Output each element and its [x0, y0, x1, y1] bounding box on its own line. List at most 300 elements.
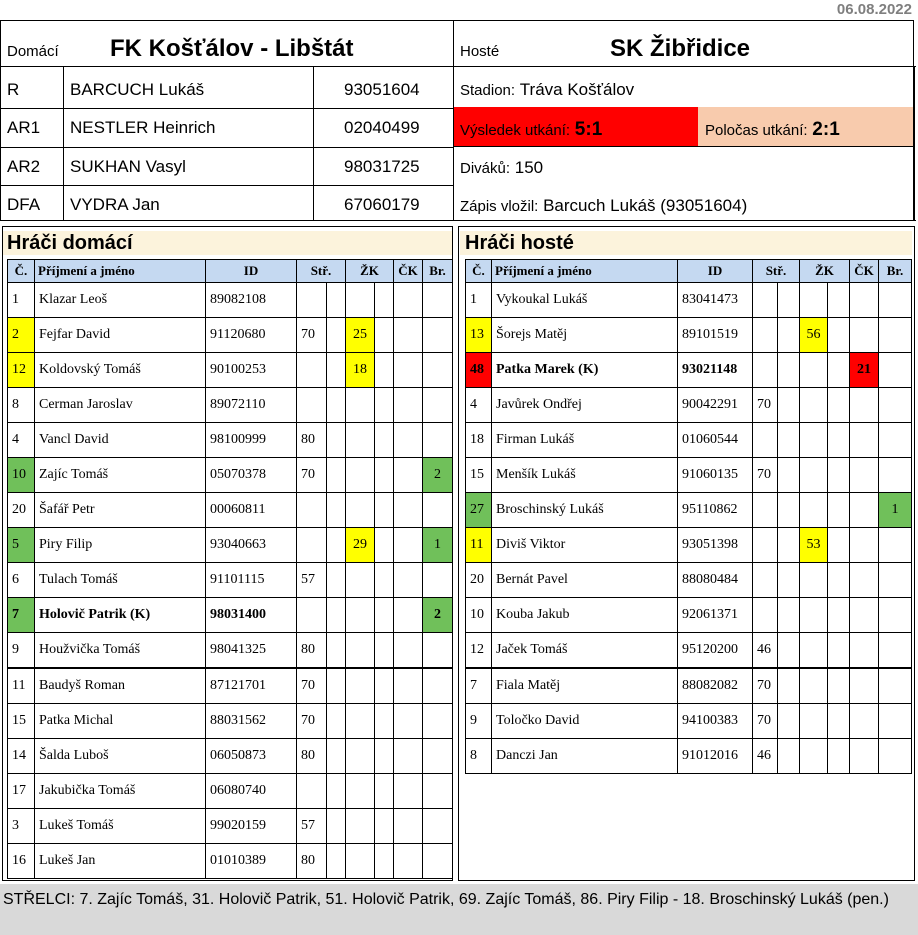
col-red-card: ČK [394, 260, 423, 283]
official-id: 02040499 [344, 118, 420, 137]
player-yellow-card: 29 [346, 528, 375, 563]
player-yellow-card [346, 388, 375, 423]
sub-spare [778, 633, 800, 669]
player-name: Fejfar David [35, 318, 206, 353]
spectators-info [460, 156, 543, 180]
player-id: 05070378 [206, 458, 297, 493]
sub-spare [778, 388, 800, 423]
player-id: 90042291 [678, 388, 753, 423]
player-id: 95120200 [678, 633, 753, 669]
sub-spare [778, 458, 800, 493]
player-name: Šafář Petr [35, 493, 206, 528]
official-name: VYDRA Jan [70, 195, 160, 214]
player-number: 2 [8, 318, 35, 353]
player-goals [879, 739, 912, 774]
sub-spare [327, 739, 346, 774]
home-players-title: Hráči domácí [2, 231, 452, 255]
player-goals [879, 423, 912, 458]
player-yellow-card: 25 [346, 318, 375, 353]
player-name: Zajíc Tomáš [35, 458, 206, 493]
player-red-card [850, 704, 879, 739]
player-id: 91060135 [678, 458, 753, 493]
player-number: 3 [8, 809, 35, 844]
recorded-value: Barcuch Lukáš (93051604) [543, 196, 748, 215]
player-red-card [394, 388, 423, 423]
player-name: Danczi Jan [492, 739, 678, 774]
player-red-card [394, 668, 423, 704]
player-yellow-card [800, 423, 828, 458]
yc-spare [828, 528, 850, 563]
player-name: Javůrek Ondřej [492, 388, 678, 423]
player-id: 90100253 [206, 353, 297, 388]
player-yellow-card [346, 423, 375, 458]
halftime-value: 2:1 [812, 119, 840, 140]
player-number: 12 [466, 633, 492, 669]
player-yellow-card [346, 283, 375, 318]
player-row [8, 318, 453, 353]
player-name: Holovič Patrik (K) [35, 598, 206, 633]
col-substitution: Stř. [753, 260, 800, 283]
yc-spare [375, 458, 394, 493]
player-goals [423, 388, 453, 423]
player-row [8, 739, 453, 774]
player-number: 14 [8, 739, 35, 774]
player-number: 18 [466, 423, 492, 458]
player-row [466, 423, 912, 458]
player-substitution [753, 353, 778, 388]
sub-spare [327, 668, 346, 704]
col-name: Příjmení a jméno [492, 260, 678, 283]
sub-spare [778, 598, 800, 633]
player-goals [879, 598, 912, 633]
col-goals: Br. [879, 260, 912, 283]
player-substitution [297, 528, 327, 563]
player-substitution: 46 [753, 739, 778, 774]
player-yellow-card: 18 [346, 353, 375, 388]
player-goals [423, 739, 453, 774]
player-red-card [394, 774, 423, 809]
player-red-card [850, 318, 879, 353]
player-number: 4 [8, 423, 35, 458]
player-substitution: 80 [297, 633, 327, 669]
player-goals [879, 633, 912, 669]
player-red-card: 21 [850, 353, 879, 388]
away-team-name: SK Žibřidice [610, 35, 751, 62]
player-red-card [394, 598, 423, 633]
player-number: 27 [466, 493, 492, 528]
player-red-card [850, 668, 879, 704]
player-name: Lukeš Tomáš [35, 809, 206, 844]
player-name: Menšík Lukáš [492, 458, 678, 493]
player-yellow-card [800, 598, 828, 633]
col-number: Č. [8, 260, 35, 283]
player-substitution: 57 [297, 809, 327, 844]
player-row [466, 493, 912, 528]
away-label: Hosté [460, 42, 500, 60]
sub-spare [327, 844, 346, 879]
player-red-card [850, 739, 879, 774]
official-id: 93051604 [344, 80, 420, 99]
yc-spare [375, 739, 394, 774]
player-name: Houžvička Tomáš [35, 633, 206, 669]
sub-spare [327, 423, 346, 458]
player-red-card [394, 528, 423, 563]
sub-spare [327, 388, 346, 423]
player-substitution [753, 598, 778, 633]
player-goals [879, 388, 912, 423]
player-number: 8 [466, 739, 492, 774]
player-yellow-card [800, 633, 828, 669]
yc-spare [375, 598, 394, 633]
player-substitution: 80 [297, 844, 327, 879]
player-red-card [850, 598, 879, 633]
player-yellow-card [346, 739, 375, 774]
match-header [0, 20, 916, 221]
sub-spare [327, 283, 346, 318]
player-goals [879, 563, 912, 598]
result-info [460, 118, 602, 142]
col-substitution: Stř. [297, 260, 346, 283]
sub-spare [778, 423, 800, 458]
player-name: Lukeš Jan [35, 844, 206, 879]
player-substitution [297, 353, 327, 388]
player-goals [423, 633, 453, 669]
player-id: 93040663 [206, 528, 297, 563]
player-yellow-card [346, 493, 375, 528]
player-name: Koldovský Tomáš [35, 353, 206, 388]
player-goals [423, 704, 453, 739]
player-id: 98100999 [206, 423, 297, 458]
sub-spare [778, 318, 800, 353]
player-substitution: 70 [753, 388, 778, 423]
player-goals [879, 283, 912, 318]
player-name: Toločko David [492, 704, 678, 739]
stadium-label: Stadion: [460, 81, 516, 99]
player-number: 13 [466, 318, 492, 353]
official-role: DFA [7, 195, 41, 214]
yc-spare [828, 633, 850, 669]
yc-spare [375, 318, 394, 353]
player-id: 91012016 [678, 739, 753, 774]
yc-spare [828, 739, 850, 774]
player-name: Cerman Jaroslav [35, 388, 206, 423]
sub-spare [327, 774, 346, 809]
player-row [8, 528, 453, 563]
player-substitution [753, 423, 778, 458]
sub-spare [327, 353, 346, 388]
player-row [8, 388, 453, 423]
player-goals [879, 528, 912, 563]
player-number: 17 [8, 774, 35, 809]
yc-spare [375, 388, 394, 423]
player-substitution [753, 563, 778, 598]
player-row [466, 598, 912, 633]
sub-spare [327, 563, 346, 598]
sub-spare [778, 563, 800, 598]
yc-spare [375, 353, 394, 388]
player-row [8, 283, 453, 318]
player-yellow-card [346, 704, 375, 739]
halftime-label: Poločas utkání: [705, 121, 808, 139]
sub-spare [778, 668, 800, 704]
player-yellow-card [346, 809, 375, 844]
player-substitution [297, 774, 327, 809]
player-row [466, 283, 912, 318]
player-name: Jakubička Tomáš [35, 774, 206, 809]
player-goals [423, 809, 453, 844]
player-goals [423, 283, 453, 318]
player-red-card [850, 528, 879, 563]
sub-spare [327, 704, 346, 739]
away-players-title: Hráči hosté [460, 231, 912, 255]
player-id: 89101519 [678, 318, 753, 353]
player-name: Vykoukal Lukáš [492, 283, 678, 318]
player-name: Bernát Pavel [492, 563, 678, 598]
player-number: 15 [8, 704, 35, 739]
player-name: Fiala Matěj [492, 668, 678, 704]
player-id: 89082108 [206, 283, 297, 318]
col-number: Č. [466, 260, 492, 283]
player-id: 88080484 [678, 563, 753, 598]
player-goals [879, 353, 912, 388]
player-number: 5 [8, 528, 35, 563]
player-red-card [394, 563, 423, 598]
player-name: Patka Marek (K) [492, 353, 678, 388]
player-red-card [850, 493, 879, 528]
spectators-label: Diváků: [460, 159, 511, 177]
player-id: 93051398 [678, 528, 753, 563]
player-substitution: 57 [297, 563, 327, 598]
yc-spare [375, 493, 394, 528]
player-name: Vancl David [35, 423, 206, 458]
player-row [466, 739, 912, 774]
sub-spare [327, 528, 346, 563]
player-row [466, 353, 912, 388]
yc-spare [375, 528, 394, 563]
col-id: ID [206, 260, 297, 283]
player-yellow-card [346, 598, 375, 633]
player-substitution [753, 493, 778, 528]
player-row [8, 844, 453, 879]
player-goals: 2 [423, 458, 453, 493]
player-yellow-card: 56 [800, 318, 828, 353]
player-number: 9 [466, 704, 492, 739]
player-number: 7 [8, 598, 35, 633]
sub-spare [778, 283, 800, 318]
player-id: 93021148 [678, 353, 753, 388]
player-id: 99020159 [206, 809, 297, 844]
player-number: 11 [8, 668, 35, 704]
player-id: 95110862 [678, 493, 753, 528]
player-row [8, 598, 453, 633]
player-goals [879, 668, 912, 704]
player-substitution: 70 [297, 318, 327, 353]
player-yellow-card [346, 774, 375, 809]
player-id: 98031400 [206, 598, 297, 633]
sub-spare [778, 493, 800, 528]
player-id: 94100383 [678, 704, 753, 739]
player-row [466, 458, 912, 493]
player-row [466, 668, 912, 704]
player-goals [423, 563, 453, 598]
official-name: SUKHAN Vasyl [70, 157, 186, 176]
player-substitution [297, 493, 327, 528]
player-substitution: 70 [297, 458, 327, 493]
official-role: AR2 [7, 157, 41, 176]
player-row [466, 388, 912, 423]
player-red-card [850, 283, 879, 318]
yc-spare [828, 283, 850, 318]
sub-spare [778, 353, 800, 388]
player-substitution: 70 [297, 704, 327, 739]
player-goals [423, 844, 453, 879]
match-date: 06.08.2022 [836, 1, 912, 18]
stadium-info [460, 78, 634, 102]
yc-spare [828, 318, 850, 353]
yc-spare [375, 809, 394, 844]
player-goals [879, 704, 912, 739]
player-id: 06080740 [206, 774, 297, 809]
player-row [8, 563, 453, 598]
player-name: Kouba Jakub [492, 598, 678, 633]
official-role: R [7, 80, 20, 99]
player-number: 10 [466, 598, 492, 633]
sub-spare [327, 493, 346, 528]
yc-spare [828, 493, 850, 528]
player-name: Diviš Viktor [492, 528, 678, 563]
player-name: Šalda Luboš [35, 739, 206, 774]
player-red-card [850, 388, 879, 423]
player-id: 87121701 [206, 668, 297, 704]
yc-spare [828, 388, 850, 423]
player-goals: 2 [423, 598, 453, 633]
yc-spare [375, 423, 394, 458]
player-name: Tulach Tomáš [35, 563, 206, 598]
sub-spare [778, 704, 800, 739]
player-yellow-card [800, 668, 828, 704]
player-id: 06050873 [206, 739, 297, 774]
player-id: 91101115 [206, 563, 297, 598]
recorded-by-info [460, 194, 747, 218]
player-yellow-card: 53 [800, 528, 828, 563]
player-red-card [850, 423, 879, 458]
player-yellow-card [800, 388, 828, 423]
player-id: 83041473 [678, 283, 753, 318]
player-row [8, 493, 453, 528]
player-id: 01060544 [678, 423, 753, 458]
halftime-info [705, 118, 840, 142]
player-substitution [297, 388, 327, 423]
player-name: Klazar Leoš [35, 283, 206, 318]
player-number: 20 [8, 493, 35, 528]
player-row [466, 318, 912, 353]
player-yellow-card [800, 458, 828, 493]
col-red-card: ČK [850, 260, 879, 283]
player-goals [423, 353, 453, 388]
player-number: 11 [466, 528, 492, 563]
player-red-card [394, 283, 423, 318]
official-id: 98031725 [344, 157, 420, 176]
player-number: 48 [466, 353, 492, 388]
player-number: 1 [8, 283, 35, 318]
yc-spare [828, 353, 850, 388]
player-number: 6 [8, 563, 35, 598]
yc-spare [828, 704, 850, 739]
player-id: 00060811 [206, 493, 297, 528]
yc-spare [828, 458, 850, 493]
scorers-bar: STŘELCI: 7. Zajíc Tomáš, 31. Holovič Patrik, 51. Holovič Patrik, 69. Zajíc Tomáš, 86. Piry Filip - 18. Broschinský Lukáš (pen.) [0, 884, 918, 935]
col-goals: Br. [423, 260, 453, 283]
yc-spare [375, 704, 394, 739]
player-name: Firman Lukáš [492, 423, 678, 458]
player-yellow-card [800, 704, 828, 739]
yc-spare [828, 423, 850, 458]
yc-spare [375, 774, 394, 809]
player-substitution [753, 318, 778, 353]
player-number: 1 [466, 283, 492, 318]
col-id: ID [678, 260, 753, 283]
player-row [466, 704, 912, 739]
sub-spare [327, 633, 346, 669]
yc-spare [375, 668, 394, 704]
player-row [8, 458, 453, 493]
player-goals: 1 [423, 528, 453, 563]
player-substitution: 70 [753, 458, 778, 493]
official-role: AR1 [7, 118, 41, 137]
player-yellow-card [346, 844, 375, 879]
player-red-card [394, 704, 423, 739]
player-id: 98041325 [206, 633, 297, 669]
player-name: Jaček Tomáš [492, 633, 678, 669]
player-number: 10 [8, 458, 35, 493]
player-row [8, 809, 453, 844]
yc-spare [828, 563, 850, 598]
player-yellow-card [800, 563, 828, 598]
recorded-label: Zápis vložil: [460, 197, 539, 215]
player-red-card [394, 633, 423, 669]
player-row [8, 668, 453, 704]
player-goals [423, 423, 453, 458]
yc-spare [375, 283, 394, 318]
player-red-card [394, 318, 423, 353]
yc-spare [828, 598, 850, 633]
player-yellow-card [800, 493, 828, 528]
player-row [466, 633, 912, 669]
player-red-card [850, 563, 879, 598]
player-yellow-card [800, 283, 828, 318]
player-yellow-card [346, 458, 375, 493]
player-substitution: 70 [297, 668, 327, 704]
official-name: NESTLER Heinrich [70, 118, 216, 137]
yc-spare [375, 844, 394, 879]
col-yellow-card: ŽK [346, 260, 394, 283]
player-substitution: 80 [297, 739, 327, 774]
official-name: BARCUCH Lukáš [70, 80, 205, 99]
player-substitution [753, 283, 778, 318]
player-number: 7 [466, 668, 492, 704]
player-goals [423, 774, 453, 809]
player-number: 16 [8, 844, 35, 879]
yc-spare [375, 633, 394, 669]
player-number: 12 [8, 353, 35, 388]
player-row [8, 704, 453, 739]
sub-spare [327, 458, 346, 493]
sub-spare [327, 598, 346, 633]
player-name: Piry Filip [35, 528, 206, 563]
home-players-table [7, 259, 453, 879]
home-team-name: FK Košťálov - Libštát [110, 35, 354, 62]
player-id: 91120680 [206, 318, 297, 353]
